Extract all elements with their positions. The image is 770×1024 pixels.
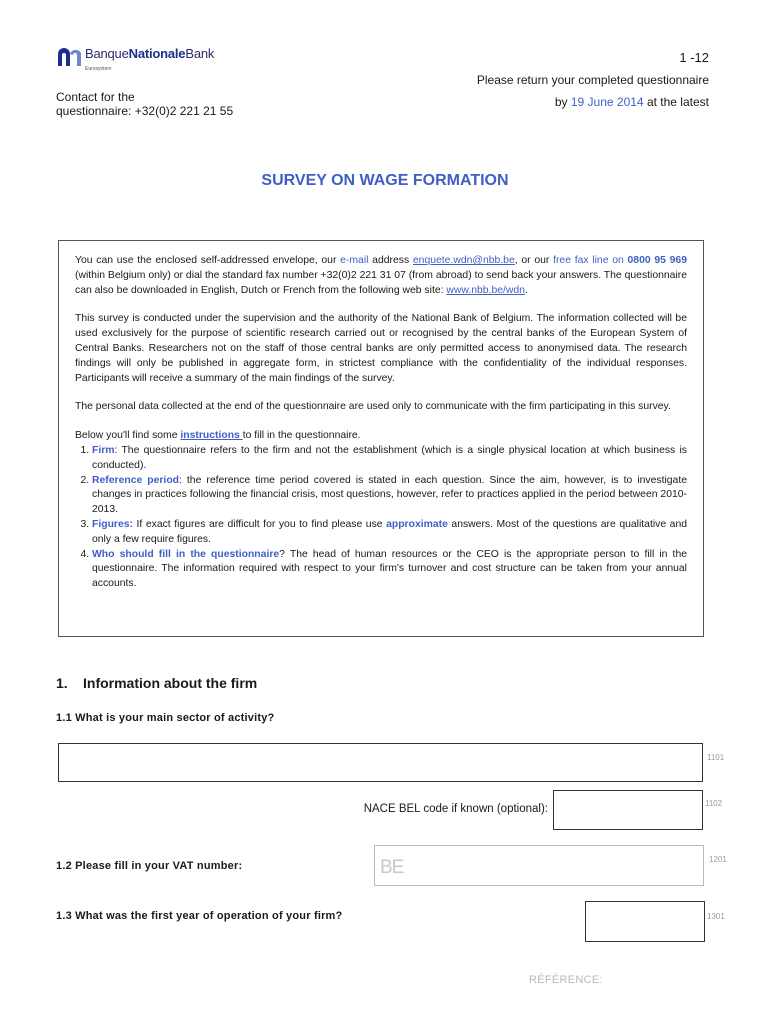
vat-number-field[interactable]	[374, 845, 704, 886]
logo-subtitle: Eurosystem	[85, 66, 112, 72]
instructions-link[interactable]: instructions	[180, 430, 243, 442]
question-1-1: 1.1 What is your main sector of activity?	[56, 712, 275, 724]
fax-number: 0800 95 969	[627, 255, 687, 266]
nbb-logo-icon	[56, 46, 82, 66]
field-code-1102: 1102	[705, 799, 723, 808]
page-number: 1 -12	[679, 50, 709, 65]
contact-info	[56, 90, 276, 118]
email-label: e-mail	[340, 255, 369, 266]
deadline-date: 19 June 2014	[570, 95, 644, 109]
instruction-reference-period: 2. Reference period: the reference time period covered is stated in each question. Since the aim, however, is to investigate changes in practices following the financial crisis, most questions, however, refer to practices applied in the period between 2010-2013.	[92, 474, 687, 518]
fax-label: free fax line on	[553, 255, 624, 266]
contact-label: Contact for the	[56, 90, 135, 104]
question-1-2: 1.2 Please fill in your VAT number:	[56, 860, 243, 872]
instruction-who-fills: 4. Who should fill in the questionnaire? The head of human resources or the CEO is the appropriate person to fill in the questionnaire. The information required with respect to your firm's turnover and cost structure can be taken from your annual accounts.	[92, 548, 687, 592]
nbb-logo	[56, 44, 215, 76]
field-code-1101: 1101	[707, 753, 725, 762]
nace-code-field[interactable]	[553, 790, 703, 830]
instruction-firm: 1. Firm: The questionnaire refers to the firm and not the establishment (which is a single physical location at which business is conducted).	[92, 444, 687, 474]
website-link[interactable]: www.nbb.be/wdn	[446, 284, 525, 296]
info-confidentiality-paragraph: This survey is conducted under the supervision and the authority of the National Bank of Belgium. The information collected will be used exclusively for the purpose of scientific research carried out or recognised by the central banks of the European System of Central Banks. Researchers not on the staff of those central banks are only permitted access to anonymised data. The research findings will only be published in aggregate form, in strictest compliance with the confidentiality of the individual responses. Participants will receive a summary of the main findings of the survey.	[75, 313, 687, 384]
first-year-field[interactable]	[585, 901, 705, 942]
survey-title: SURVEY ON WAGE FORMATION	[261, 172, 509, 189]
nace-code-label: NACE BEL code if known (optional):	[363, 803, 548, 815]
contact-phone: questionnaire: +32(0)2 221 21 55	[56, 104, 234, 118]
deadline: by 19 June 2014 at the latest	[554, 95, 709, 109]
info-submission-paragraph: You can use the enclosed self-addressed envelope, our e-mail address enquete.wdn@nbb.be, or our free fax line on 0800 95 969 (within Belgium only) or dial the standard fax number +32(0)2 221 31 07 (from abroad) to send back your answers. The questionnaire can also be downloaded in English, Dutch or French from the following web site: www.nbb.be/wdn.	[75, 255, 687, 296]
section-heading: 1. Information about the firm	[56, 675, 258, 691]
sector-activity-field[interactable]	[58, 743, 703, 782]
logo-wordmark: BanqueNationaleBank	[85, 46, 215, 61]
info-box	[58, 240, 704, 637]
info-personal-data-paragraph: The personal data collected at the end of the questionnaire are used only to communicate with the firm participating in this survey.	[75, 401, 671, 413]
email-link[interactable]: enquete.wdn@nbb.be	[412, 255, 515, 266]
vat-prefix: BE	[380, 857, 404, 878]
info-instructions-intro: Below you'll find some instructions to fill in the questionnaire.	[75, 430, 361, 442]
field-code-1301: 1301	[707, 912, 725, 921]
field-code-1201: 1201	[709, 855, 727, 864]
return-instruction: Please return your completed questionnaire	[476, 73, 709, 87]
question-1-3: 1.3 What was the first year of operation of your firm?	[56, 910, 343, 922]
reference-label: RÉFÉRENCE:	[529, 974, 603, 986]
instruction-figures: 3. Figures: If exact figures are difficult for you to find please use approximate answers. Most of the questions are qualitative and only a few require figures.	[92, 518, 687, 548]
instructions-list	[75, 444, 687, 592]
